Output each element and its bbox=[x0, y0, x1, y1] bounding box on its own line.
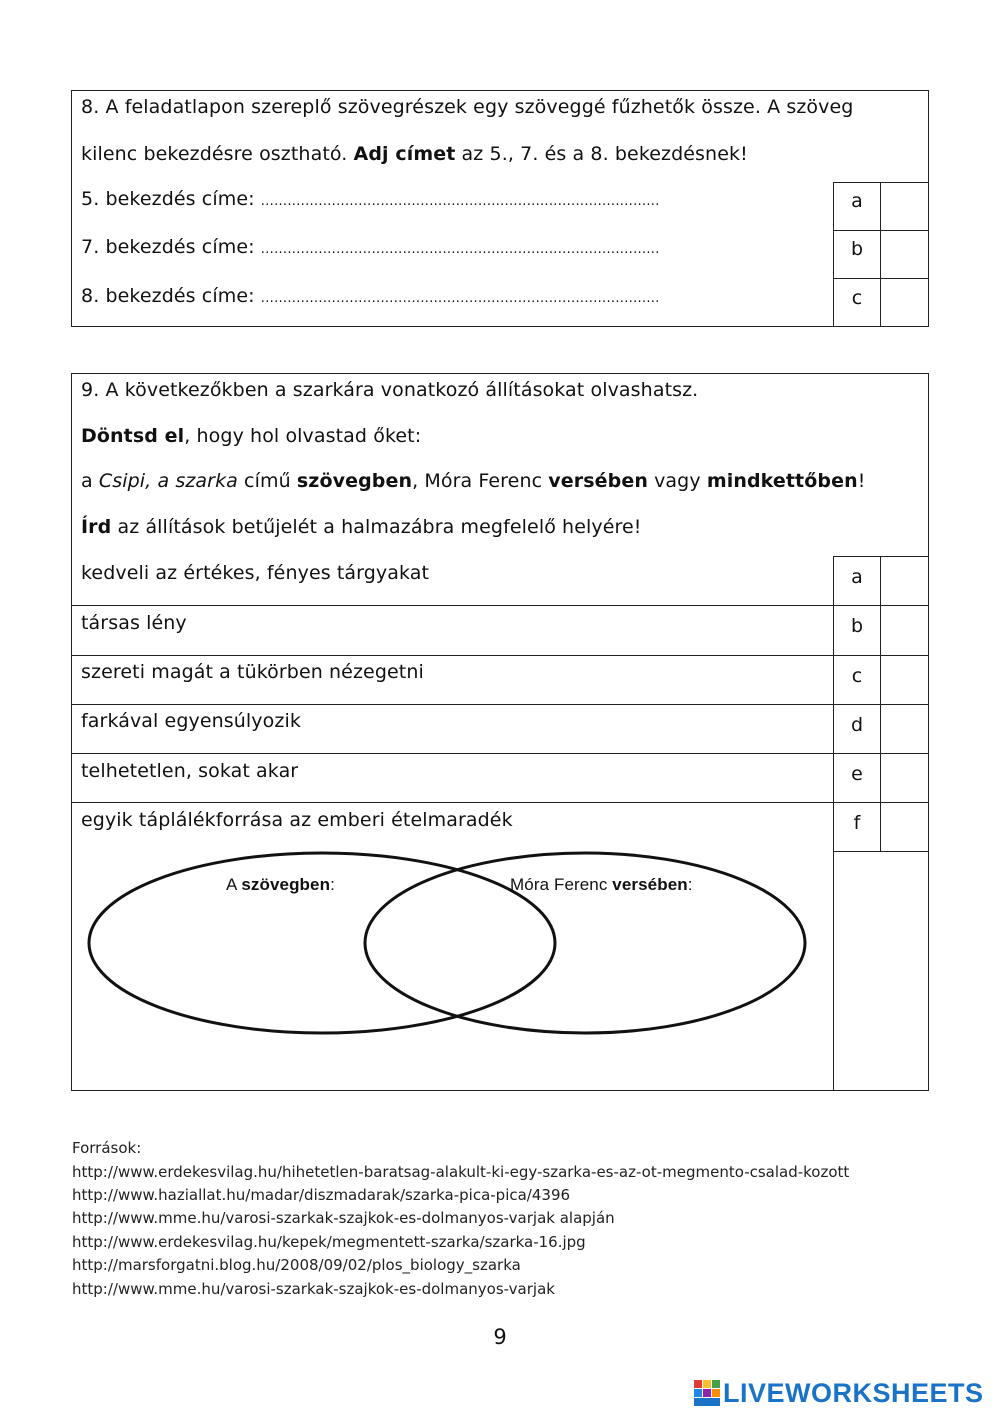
liveworksheets-logo bbox=[694, 1378, 984, 1409]
row-divider bbox=[71, 605, 929, 606]
task9-grid-bottom bbox=[833, 851, 929, 852]
statement-text: szereti magát a tükörben nézegetni bbox=[81, 661, 424, 683]
task9-instruction-line1: 9. A következőkben a szarkára vonatkozó állításokat olvashatsz. bbox=[81, 379, 699, 401]
task9-instruction-line4: Írd az állítások betűjelét a halmazábra megfelelő helyére! bbox=[81, 516, 642, 538]
task8-letter-cell: a bbox=[851, 190, 863, 212]
source-link[interactable]: http://www.erdekesvilag.hu/kepek/megmentett-szarka/szarka-16.jpg bbox=[72, 1233, 586, 1251]
task8-score-box[interactable] bbox=[882, 184, 927, 229]
statement-letter: f bbox=[853, 812, 861, 834]
logo-icon bbox=[694, 1380, 720, 1408]
task8-grid-line bbox=[833, 278, 929, 279]
row-divider bbox=[71, 753, 929, 754]
statement-letter: b bbox=[850, 615, 864, 637]
venn-diagram bbox=[80, 848, 840, 1048]
statement-score-box[interactable] bbox=[882, 804, 927, 849]
answer-dots[interactable]: .......................................................................................... bbox=[260, 291, 660, 306]
statement-text: egyik táplálékforrása az emberi ételmaradék bbox=[81, 809, 513, 831]
source-link[interactable]: http://www.haziallat.hu/madar/diszmadarak/szarka-pica-pica/4396 bbox=[72, 1186, 571, 1204]
statement-score-box[interactable] bbox=[882, 755, 927, 800]
task9-grid-top bbox=[833, 556, 929, 557]
statement-text: telhetetlen, sokat akar bbox=[81, 760, 299, 782]
row-divider bbox=[71, 802, 929, 803]
source-link[interactable]: http://www.mme.hu/varosi-szarkak-szajkok-es-dolmanyos-varjak alapján bbox=[72, 1209, 615, 1227]
task8-grid-top bbox=[833, 182, 929, 183]
sources-heading: Források: bbox=[72, 1139, 142, 1157]
statement-score-box[interactable] bbox=[882, 706, 927, 751]
answer-dots[interactable]: .......................................................................................... bbox=[260, 242, 660, 257]
statement-score-box[interactable] bbox=[882, 607, 927, 653]
source-link[interactable]: http://www.mme.hu/varosi-szarkak-szajkok-es-dolmanyos-varjak bbox=[72, 1280, 555, 1298]
task9-instruction-line2: Döntsd el, hogy hol olvastad őket: bbox=[81, 425, 422, 447]
task8-row-label: 8. bekezdés címe: .......................................................................................... bbox=[81, 285, 660, 307]
statement-letter: a bbox=[851, 566, 863, 588]
task9-instruction-line3: a Csipi, a szarka című szövegben, Móra Ferenc versében vagy mindkettőben! bbox=[81, 470, 866, 492]
brand-name: LIVEWORKSHEETS bbox=[723, 1378, 984, 1408]
task8-row-label: 5. bekezdés címe: .......................................................................................... bbox=[81, 188, 660, 210]
row-divider bbox=[71, 704, 929, 705]
task8-score-box[interactable] bbox=[882, 280, 927, 325]
task8-grid-mid bbox=[880, 182, 881, 327]
source-link[interactable]: http://marsforgatni.blog.hu/2008/09/02/plos_biology_szarka bbox=[72, 1256, 521, 1274]
statement-text: társas lény bbox=[81, 612, 187, 634]
answer-dots[interactable]: .......................................................................................... bbox=[260, 194, 660, 209]
task8-score-box[interactable] bbox=[882, 232, 927, 277]
task8-letter-cell: b bbox=[850, 238, 864, 260]
task8-grid-line bbox=[833, 230, 929, 231]
task8-letter-cell: c bbox=[851, 287, 863, 309]
statement-score-box[interactable] bbox=[882, 657, 927, 702]
statement-text: kedveli az értékes, fényes tárgyakat bbox=[81, 562, 430, 584]
venn-left-label: A szövegben: bbox=[226, 875, 335, 894]
statement-score-box[interactable] bbox=[882, 558, 927, 604]
task8-instruction-line2: kilenc bekezdésre osztható. Adj címet az 5., 7. és a 8. bekezdésnek! bbox=[81, 143, 748, 165]
task8-row-label: 7. bekezdés címe: .......................................................................................... bbox=[81, 236, 660, 258]
page-number: 9 bbox=[493, 1325, 507, 1349]
statement-letter: c bbox=[851, 665, 863, 687]
statement-text: farkával egyensúlyozik bbox=[81, 710, 301, 732]
statement-letter: e bbox=[851, 763, 863, 785]
source-link[interactable]: http://www.erdekesvilag.hu/hihetetlen-baratsag-alakult-ki-egy-szarka-es-az-ot-megmento-csalad-kozott bbox=[72, 1163, 850, 1181]
statement-letter: d bbox=[850, 714, 864, 736]
venn-right-label: Móra Ferenc versében: bbox=[510, 875, 693, 894]
task9-grid-mid bbox=[880, 556, 881, 851]
task8-instruction-line1: 8. A feladatlapon szereplő szövegrészek egy szöveggé fűzhetők össze. A szöveg bbox=[81, 96, 854, 118]
row-divider bbox=[71, 655, 929, 656]
